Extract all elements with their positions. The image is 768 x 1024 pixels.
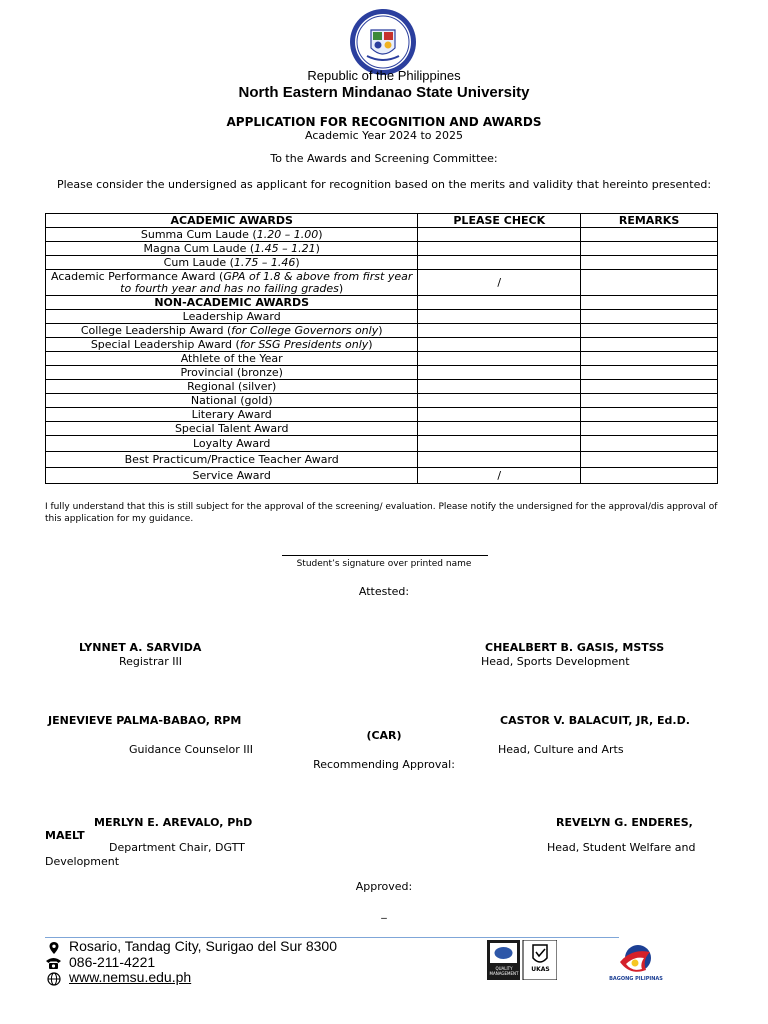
award-label: Leadership Award bbox=[182, 309, 281, 323]
welfare-head-title: Head, Student Welfare and bbox=[547, 841, 696, 854]
award-name-cell bbox=[46, 338, 418, 352]
remarks-cell[interactable] bbox=[581, 380, 718, 394]
remarks-cell[interactable] bbox=[581, 468, 718, 484]
award-name-cell bbox=[46, 366, 418, 380]
table-row bbox=[46, 408, 718, 422]
registrar-name: LYNNET A. SARVIDA bbox=[79, 641, 202, 654]
remarks-cell[interactable] bbox=[581, 394, 718, 408]
award-label: Provincial (bronze) bbox=[180, 365, 283, 379]
addressee: To the Awards and Screening Committee: bbox=[270, 152, 498, 165]
table-row bbox=[46, 452, 718, 468]
check-cell[interactable] bbox=[418, 296, 581, 310]
award-label: Regional (silver) bbox=[187, 379, 277, 393]
award-label: Literary Award bbox=[191, 407, 272, 421]
award-label: Magna Cum Laude ( bbox=[143, 241, 255, 255]
table-row bbox=[46, 256, 718, 270]
check-cell[interactable] bbox=[418, 408, 581, 422]
academic-year: Academic Year 2024 to 2025 bbox=[305, 129, 463, 142]
university-name: North Eastern Mindanao State University bbox=[238, 84, 530, 101]
table-header-row bbox=[46, 214, 718, 228]
telephone-icon bbox=[45, 956, 62, 970]
attested-label: Attested: bbox=[358, 585, 410, 598]
footer-phone: 086-211-4221 bbox=[69, 954, 156, 970]
award-criteria: 1.20 – 1.00 bbox=[256, 227, 319, 241]
col-header-please-check: PLEASE CHECK bbox=[418, 214, 581, 228]
registrar-title: Registrar III bbox=[119, 655, 183, 668]
category-header-non-academic bbox=[46, 296, 418, 310]
check-cell[interactable]: / bbox=[418, 468, 581, 484]
bagong-pilipinas-text: BAGONG PILIPINAS bbox=[609, 976, 663, 982]
award-criteria: for College Governors only bbox=[231, 323, 379, 337]
check-cell[interactable] bbox=[418, 352, 581, 366]
check-cell[interactable] bbox=[418, 338, 581, 352]
check-cell[interactable] bbox=[418, 324, 581, 338]
table-row bbox=[46, 422, 718, 436]
remarks-cell[interactable] bbox=[581, 270, 718, 296]
remarks-cell[interactable] bbox=[581, 352, 718, 366]
check-cell[interactable] bbox=[418, 310, 581, 324]
award-criteria: for SSG Presidents only bbox=[239, 337, 369, 351]
col-header-remarks: REMARKS bbox=[581, 214, 718, 228]
globe-icon bbox=[47, 972, 61, 986]
footer-address: Rosario, Tandag City, Surigao del Sur 8300 bbox=[69, 938, 337, 954]
recommending-label: Recommending Approval: bbox=[313, 758, 455, 771]
award-criteria: 1.45 – 1.21 bbox=[254, 241, 316, 255]
award-name-cell bbox=[46, 436, 418, 452]
award-label-close: ) bbox=[368, 337, 373, 351]
table-row bbox=[46, 228, 718, 242]
check-cell[interactable] bbox=[418, 380, 581, 394]
check-cell[interactable] bbox=[418, 228, 581, 242]
award-label: College Leadership Award ( bbox=[80, 323, 232, 337]
remarks-cell[interactable] bbox=[581, 452, 718, 468]
award-name-cell bbox=[46, 310, 418, 324]
award-label: Service Award bbox=[192, 468, 271, 482]
award-label: Special Leadership Award ( bbox=[90, 337, 240, 351]
ukas-badge-label: UKAS bbox=[531, 966, 550, 973]
sports-head-title: Head, Sports Development bbox=[481, 655, 630, 668]
award-label: Summa Cum Laude ( bbox=[140, 227, 257, 241]
table-row bbox=[46, 324, 718, 338]
table-row bbox=[46, 394, 718, 408]
awards-table bbox=[45, 213, 718, 484]
welfare-head-title-cont: Development bbox=[45, 855, 120, 868]
award-label: Cum Laude ( bbox=[163, 255, 234, 269]
culture-head-name: CASTOR V. BALACUIT, JR, Ed.D. bbox=[500, 714, 690, 727]
approved-label: Approved: bbox=[355, 880, 413, 893]
culture-head-title: Head, Culture and Arts bbox=[498, 743, 624, 756]
remarks-cell[interactable] bbox=[581, 242, 718, 256]
location-pin-icon bbox=[47, 941, 61, 955]
award-name-cell bbox=[46, 270, 418, 296]
award-label-close: ) bbox=[378, 323, 383, 337]
award-label: Best Practicum/Practice Teacher Award bbox=[124, 452, 339, 466]
remarks-cell[interactable] bbox=[581, 436, 718, 452]
award-label-close: ) bbox=[295, 255, 300, 269]
check-cell[interactable] bbox=[418, 436, 581, 452]
remarks-cell[interactable] bbox=[581, 408, 718, 422]
award-name-cell bbox=[46, 228, 418, 242]
table-row bbox=[46, 242, 718, 256]
award-name-cell bbox=[46, 352, 418, 366]
award-label-close: ) bbox=[318, 227, 323, 241]
table-row bbox=[46, 436, 718, 452]
check-cell[interactable] bbox=[418, 256, 581, 270]
republic-line: Republic of the Philippines bbox=[307, 68, 461, 83]
guidance-name: JENEVIEVE PALMA-BABAO, RPM bbox=[48, 714, 242, 727]
guidance-title: Guidance Counselor III bbox=[129, 743, 253, 756]
check-cell[interactable]: / bbox=[418, 270, 581, 296]
award-name-cell bbox=[46, 408, 418, 422]
award-label: National (gold) bbox=[190, 393, 273, 407]
award-label: Athlete of the Year bbox=[180, 351, 283, 365]
award-criteria: GPA of 1.8 & above from first year to fourth year and has no failing grades bbox=[120, 269, 413, 295]
table-row bbox=[46, 338, 718, 352]
table-row bbox=[46, 296, 718, 310]
table-row bbox=[46, 366, 718, 380]
award-label-close: ) bbox=[338, 281, 344, 295]
remarks-cell[interactable] bbox=[581, 256, 718, 270]
award-name-cell bbox=[46, 324, 418, 338]
dept-chair-name: MERLYN E. AREVALO, PhD bbox=[94, 816, 253, 829]
table-row bbox=[46, 270, 718, 296]
check-cell[interactable] bbox=[418, 422, 581, 436]
footer-website-link[interactable]: www.nemsu.edu.ph bbox=[69, 969, 192, 985]
remarks-cell[interactable] bbox=[581, 296, 718, 310]
dept-chair-title: Department Chair, DGTT bbox=[109, 841, 245, 854]
table-row bbox=[46, 380, 718, 394]
remarks-cell[interactable] bbox=[581, 422, 718, 436]
award-label: Academic Performance Award ( bbox=[51, 269, 224, 283]
col-header-academic-awards: ACADEMIC AWARDS bbox=[46, 214, 418, 228]
acknowledgement-note: I fully understand that this is still subject for the approval of the screening/ evaluation. Please notify the undersigned for the approval/dis approval of this application for my guidance. bbox=[45, 502, 718, 524]
table-row bbox=[46, 310, 718, 324]
award-criteria: 1.75 – 1.46 bbox=[233, 255, 296, 269]
award-name-cell bbox=[46, 242, 418, 256]
remarks-cell[interactable] bbox=[581, 310, 718, 324]
check-cell[interactable] bbox=[418, 394, 581, 408]
welfare-head-name: REVELYN G. ENDERES, bbox=[556, 816, 693, 829]
remarks-cell[interactable] bbox=[581, 324, 718, 338]
award-label: Special Talent Award bbox=[174, 421, 289, 435]
form-title: APPLICATION FOR RECOGNITION AND AWARDS bbox=[226, 115, 542, 129]
university-seal-logo bbox=[349, 8, 417, 76]
table-row bbox=[46, 352, 718, 366]
remarks-cell[interactable] bbox=[581, 366, 718, 380]
approved-signature-line: _ bbox=[381, 906, 387, 919]
sports-head-name: CHEALBERT B. GASIS, MSTSS bbox=[485, 641, 665, 654]
award-name-cell bbox=[46, 452, 418, 468]
iso-badge-label: QUALITY MANAGEMENT bbox=[489, 966, 519, 976]
award-label-close: ) bbox=[315, 241, 320, 255]
award-label: Loyalty Award bbox=[192, 436, 271, 450]
awards-table-body bbox=[46, 228, 718, 484]
award-name-cell bbox=[46, 256, 418, 270]
signature-line[interactable] bbox=[282, 555, 488, 556]
award-name-cell bbox=[46, 394, 418, 408]
check-cell[interactable] bbox=[418, 242, 581, 256]
remarks-cell[interactable] bbox=[581, 228, 718, 242]
award-label: NON-ACADEMIC AWARDS bbox=[154, 295, 310, 309]
table-row bbox=[46, 468, 718, 484]
signature-caption: Student’s signature over printed name bbox=[296, 559, 472, 569]
award-name-cell bbox=[46, 380, 418, 394]
intro-text: Please consider the undersigned as applicant for recognition based on the merits and validity that hereinto presented: bbox=[56, 178, 712, 191]
remarks-cell[interactable] bbox=[581, 338, 718, 352]
check-cell[interactable] bbox=[418, 452, 581, 468]
award-name-cell bbox=[46, 422, 418, 436]
award-name-cell bbox=[46, 468, 418, 484]
dept-chair-name-cont: MAELT bbox=[45, 829, 85, 842]
check-cell[interactable] bbox=[418, 366, 581, 380]
culture-head-name-cont: (CAR) bbox=[366, 729, 402, 742]
